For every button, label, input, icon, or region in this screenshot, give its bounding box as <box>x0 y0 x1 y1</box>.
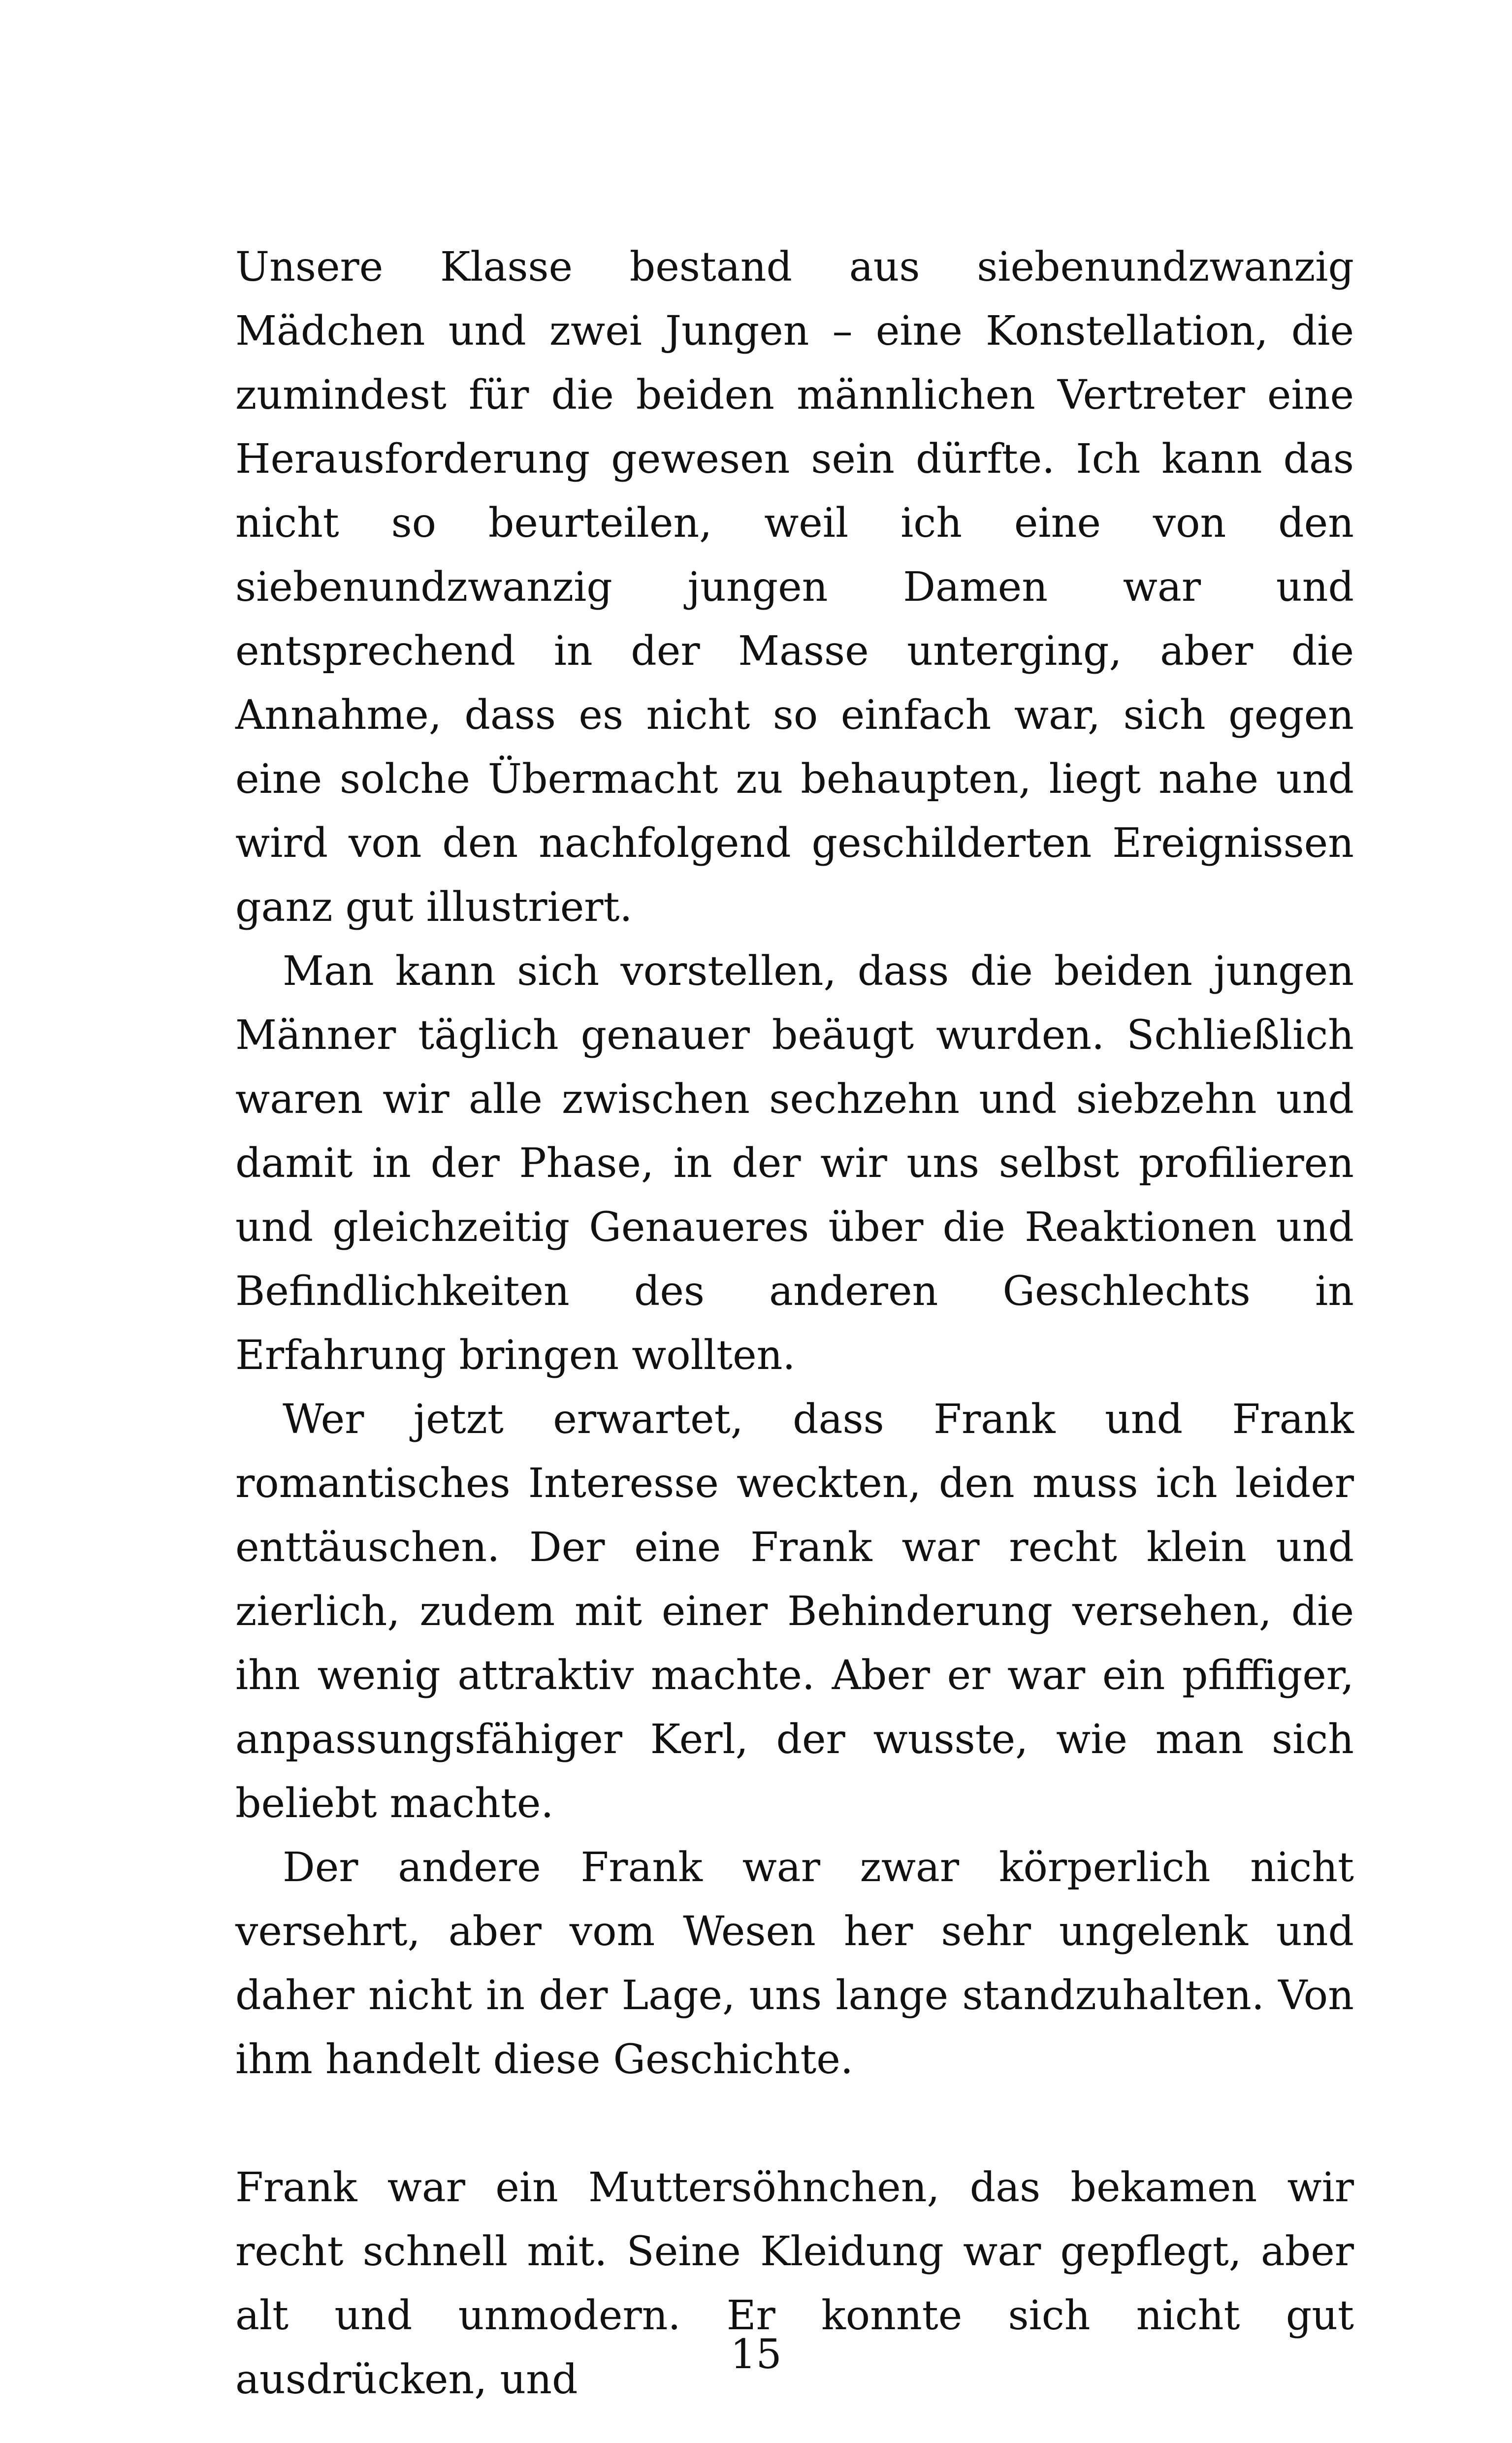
page-number: 15 <box>730 2331 782 2378</box>
paragraph-3: Wer jetzt erwartet, dass Frank und Frank romantisches Interesse weckten, den muss ich leider enttäuschen. Der eine Frank war recht klein und zierlich, zudem mit einer Behinderung versehen, die ihn wenig attraktiv machte. Aber er war ein pfiffiger, anpassungsfähiger Kerl, der wusste, wie man sich beliebt machte. <box>235 1396 1354 1827</box>
body-text <box>235 235 1354 2412</box>
paragraph-2: Man kann sich vorstellen, dass die beiden jungen Männer täglich genauer beäugt wurden. Schließlich waren wir alle zwischen sechzehn und siebzehn und damit in der Phase, in der wir uns selbst profilieren und gleichzeitig Genaueres über die Reaktionen und Befindlichkeiten des anderen Geschlechts in Erfahrung bringen wollten. <box>235 948 1354 1379</box>
paragraph-1: Unsere Klasse bestand aus siebenundzwanzig Mädchen und zwei Jungen – eine Konstellation, die zumindest für die beiden männlichen Vertreter eine Herausforderung gewesen sein dürfte. Ich kann das nicht so beurteilen, weil ich eine von den siebenundzwanzig jungen Damen war und entsprechend in der Masse unterging, aber die Annahme, dass es nicht so einfach war, sich gegen eine solche Übermacht zu behaupten, liegt nahe und wird von den nachfolgend geschilderten Ereignissen ganz gut illustriert. <box>235 244 1354 931</box>
section-break <box>235 2092 1354 2156</box>
paragraph-4: Der andere Frank war zwar körperlich nicht versehrt, aber vom Wesen her sehr ungelenk und daher nicht in der Lage, uns lange standzuhalten. Von ihm handelt diese Geschichte. <box>235 1844 1354 2083</box>
paragraph-5: Frank war ein Muttersöhnchen, das bekamen wir recht schnell mit. Seine Kleidung war gepflegt, aber alt und unmodern. Er konnte sich nicht gut ausdrücken, und <box>235 2164 1354 2403</box>
